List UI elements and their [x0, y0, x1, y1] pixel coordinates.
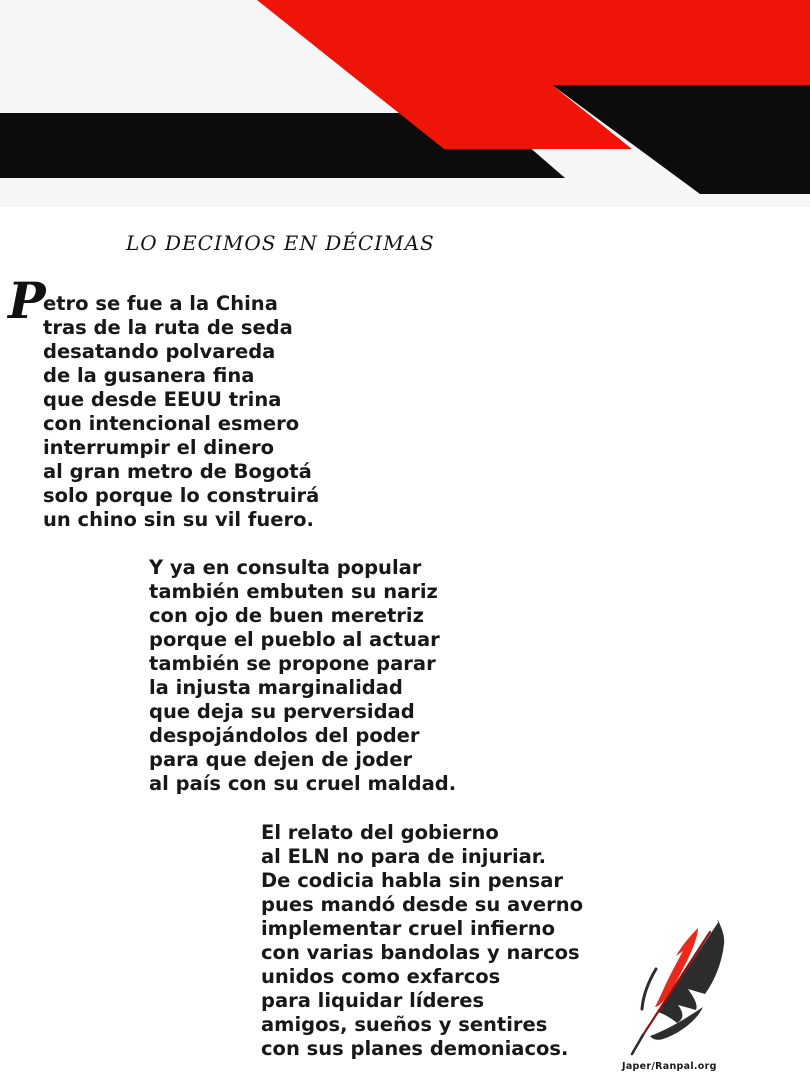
poem-line: con sus planes demoniacos. [261, 1037, 569, 1060]
poem-line: con intencional esmero [43, 412, 300, 435]
poem-line: también se propone parar [149, 652, 436, 675]
poem-line: con ojo de buen meretriz [149, 604, 424, 627]
poem-line: al país con su cruel maldad. [149, 772, 457, 795]
poem-line: amigos, sueños y sentires [261, 1013, 548, 1036]
drop-cap-letter: P [8, 271, 46, 330]
poem-line: un chino sin su vil fuero. [43, 508, 314, 531]
stanza-2 [149, 556, 456, 796]
poem-line: etro se fue a la China [43, 292, 278, 315]
poem-line: Y ya en consulta popular [149, 556, 422, 579]
poem-line: solo porque lo construirá [43, 484, 320, 507]
poem-line: para liquidar líderes [261, 989, 485, 1012]
poem-line: para que dejen de joder [149, 748, 413, 771]
poem-line: tras de la ruta de seda [43, 316, 293, 339]
poem-line: también embuten su nariz [149, 580, 438, 603]
quill-accent-arc [642, 969, 656, 1009]
poem-title: LO DECIMOS EN DÉCIMAS [126, 231, 435, 255]
poem-line: interrumpir el dinero [43, 436, 275, 459]
poem-line: despojándolos del poder [149, 724, 420, 747]
quill-pen-tip [632, 1035, 643, 1054]
credit-text: Japer/Ranpal.org [622, 1061, 717, 1072]
poem-line: que desde EEUU trina [43, 388, 282, 411]
poem-line: desatando polvareda [43, 340, 276, 363]
poem-line: porque el pueblo al actuar [149, 628, 440, 651]
poem-line: implementar cruel infierno [261, 917, 556, 940]
poem-line: de la gusanera fina [43, 364, 255, 387]
stanza-3 [261, 821, 583, 1061]
poem-line: pues mandó desde su averno [261, 893, 583, 916]
poem-line: De codicia habla sin pensar [261, 869, 564, 892]
poem-line: que deja su perversidad [149, 700, 415, 723]
quill-feather-icon [615, 905, 745, 1065]
banner-graphic [0, 0, 810, 207]
poem-line: la injusta marginalidad [149, 676, 403, 699]
stanza-1 [43, 292, 319, 532]
poem-line: con varias bandolas y narcos [261, 941, 580, 964]
poem-line: al gran metro de Bogotá [43, 460, 312, 483]
poem-line: unidos como exfarcos [261, 965, 501, 988]
poem-line: al ELN no para de injuriar. [261, 845, 547, 868]
poem-line: El relato del gobierno [261, 821, 499, 844]
